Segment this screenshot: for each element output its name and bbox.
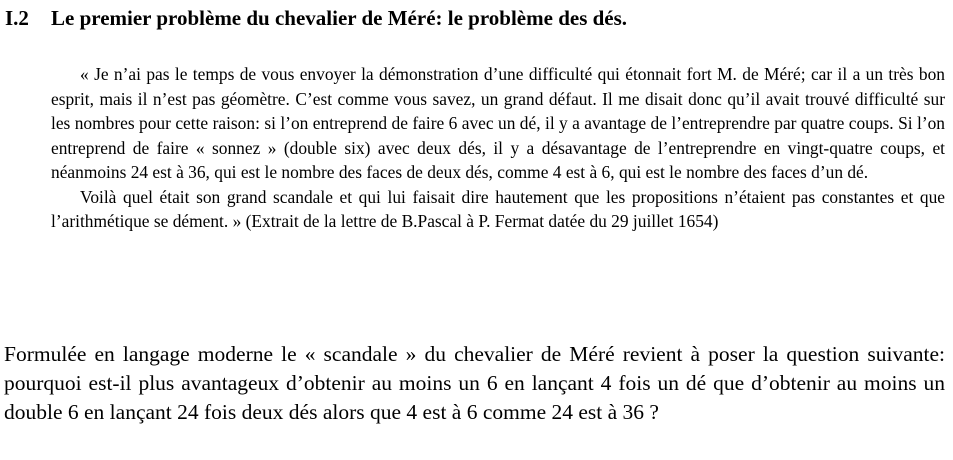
section-title: Le premier problème du chevalier de Méré: le problème des dés. (51, 6, 628, 30)
section-heading (5, 3, 627, 33)
section-number: I.2 (5, 6, 29, 30)
quote-paragraph: Voilà quel était son grand scandale et qui lui faisait dire hautement que les propositions n’étaient pas constantes et que l’arithmétique se dément. » (Extrait de la lettre de B.Pascal à P. Fermat datée du 29 juillet 1654) (51, 186, 945, 231)
pascal-quotation (51, 62, 945, 234)
quote-paragraph: « Je n’ai pas le temps de vous envoyer la démonstration d’une difficulté qui étonnait fort M. de Méré; car il a un très bon esprit, mais il n’est pas géomètre. C’est comme vous savez, un grand défaut. Il me disait donc qu’il avait trouvé difficulté sur les nombres pour cette raison: si l’on entreprend de faire 6 avec un dé, il y a avantage de l’entreprendre par quatre coups. Si l’on entreprend de faire « sonnez » (double six) avec deux dés, il y a désavantage de l’entreprendre en vingt-quatre coups, et néanmoins 24 est à 36, qui est le nombre des faces de deux dés, comme 4 est à 6, qui est le nombre des faces d’un dé. (51, 64, 945, 182)
problem-statement: Formulée en langage moderne le « scandale » du chevalier de Méré revient à poser la question suivante: pourquoi est-il plus avantageux d’obtenir au moins un 6 en lançant 4 fois un dé que d’obtenir au moins un double 6 en lançant 24 fois deux dés alors que 4 est à 6 comme 24 est à 36 ? (4, 342, 945, 424)
